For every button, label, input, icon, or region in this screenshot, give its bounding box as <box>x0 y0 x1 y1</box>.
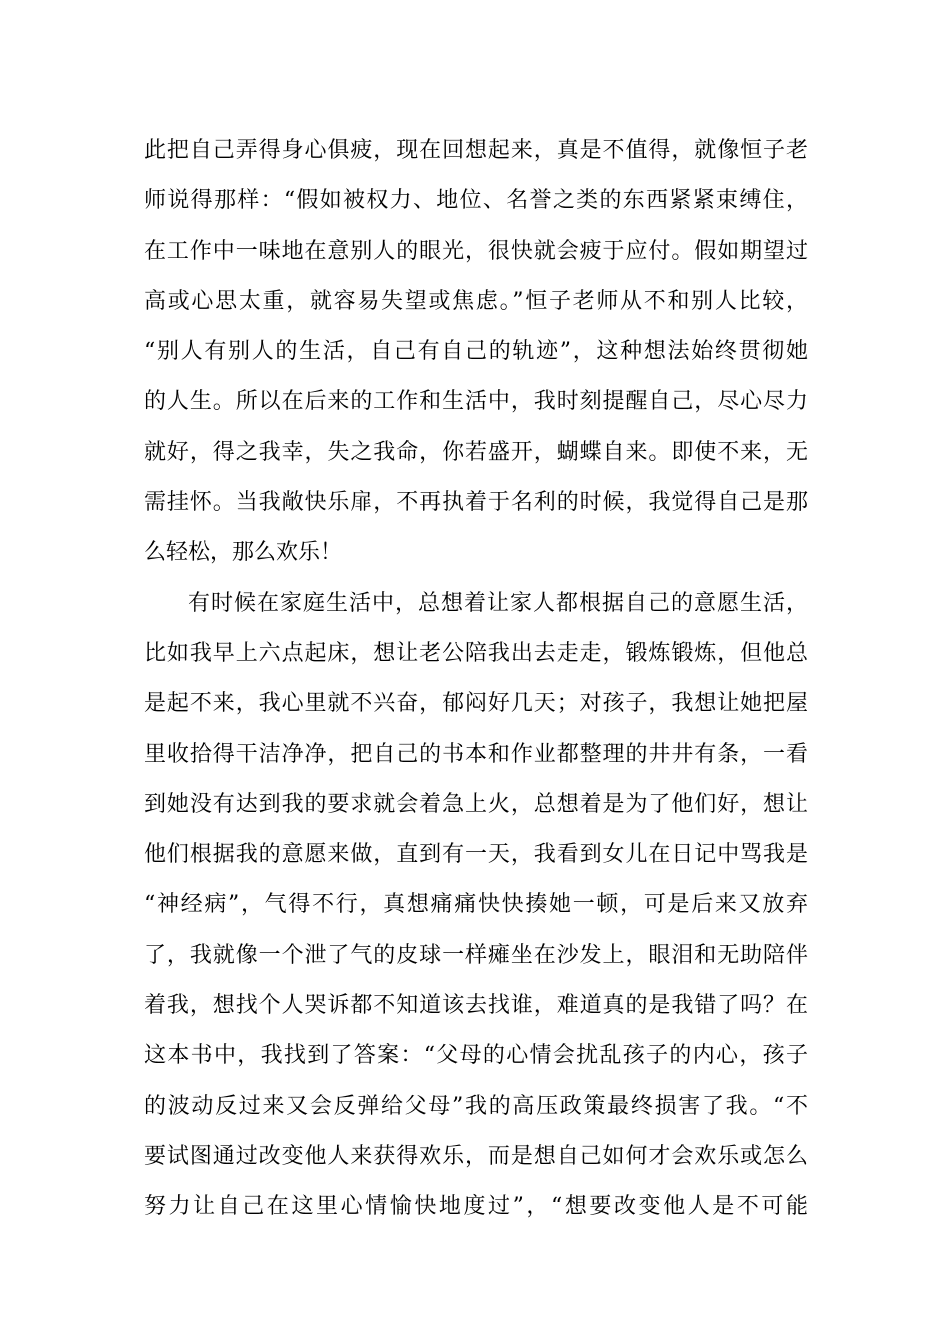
text-line: 是起不来，我心里就不兴奋，郁闷好几天；对孩子，我想让她把屋 <box>144 691 808 717</box>
text-line: 此把自己弄得身心俱疲，现在回想起来，真是不值得，就像恒子老 <box>144 138 808 163</box>
text-line: 要试图通过改变他人来获得欢乐，而是想自己如何才会欢乐或怎么 <box>144 1143 808 1169</box>
text-line: 需挂怀。当我敞快乐扉，不再执着于名利的时候，我觉得自己是那 <box>144 490 808 516</box>
text-line: 这本书中，我找到了答案：“父母的心情会扰乱孩子的内心，孩子 <box>144 1043 808 1069</box>
paragraph-2 <box>144 579 808 1233</box>
text-line: “别人有别人的生活，自己有自己的轨迹”，这种想法始终贯彻她 <box>144 339 808 365</box>
body-text <box>144 126 808 1233</box>
text-line: 比如我早上六点起床，想让老公陪我出去走走，锻炼锻炼，但他总 <box>144 640 808 666</box>
text-line: 有时候在家庭生活中，总想着让家人都根据自己的意愿生活， <box>188 590 808 616</box>
text-line: 的波动反过来又会反弹给父母”我的高压政策最终损害了我。“不 <box>144 1093 808 1119</box>
text-line: 师说得那样：“假如被权力、地位、名誉之类的东西紧紧束缚住， <box>144 188 808 214</box>
text-line: 高或心思太重，就容易失望或焦虑。”恒子老师从不和别人比较， <box>144 288 808 314</box>
text-line: 他们根据我的意愿来做，直到有一天，我看到女儿在日记中骂我是 <box>144 842 808 868</box>
text-line: 的人生。所以在后来的工作和生活中，我时刻提醒自己，尽心尽力 <box>144 389 808 415</box>
text-line: 就好，得之我幸，失之我命，你若盛开，蝴蝶自来。即使不来，无 <box>144 439 808 465</box>
text-line: 着我，想找个人哭诉都不知道该去找谁，难道真的是我错了吗？在 <box>144 993 808 1019</box>
text-line: 到她没有达到我的要求就会着急上火，总想着是为了他们好，想让 <box>144 791 808 817</box>
text-line: 了，我就像一个泄了气的皮球一样瘫坐在沙发上，眼泪和无助陪伴 <box>144 942 808 968</box>
text-line: 努力让自己在这里心情愉快地度过”，“想要改变他人是不可能 <box>144 1194 808 1220</box>
text-line: 里收拾得干洁净净，把自己的书本和作业都整理的井井有条，一看 <box>144 741 808 767</box>
text-line: 么轻松，那么欢乐！ <box>144 540 343 566</box>
text-line: “神经病”，气得不行，真想痛痛快快揍她一顿，可是后来又放弃 <box>144 892 808 918</box>
text-line: 在工作中一味地在意别人的眼光，很快就会疲于应付。假如期望过 <box>144 238 808 264</box>
paragraph-1 <box>144 126 808 579</box>
